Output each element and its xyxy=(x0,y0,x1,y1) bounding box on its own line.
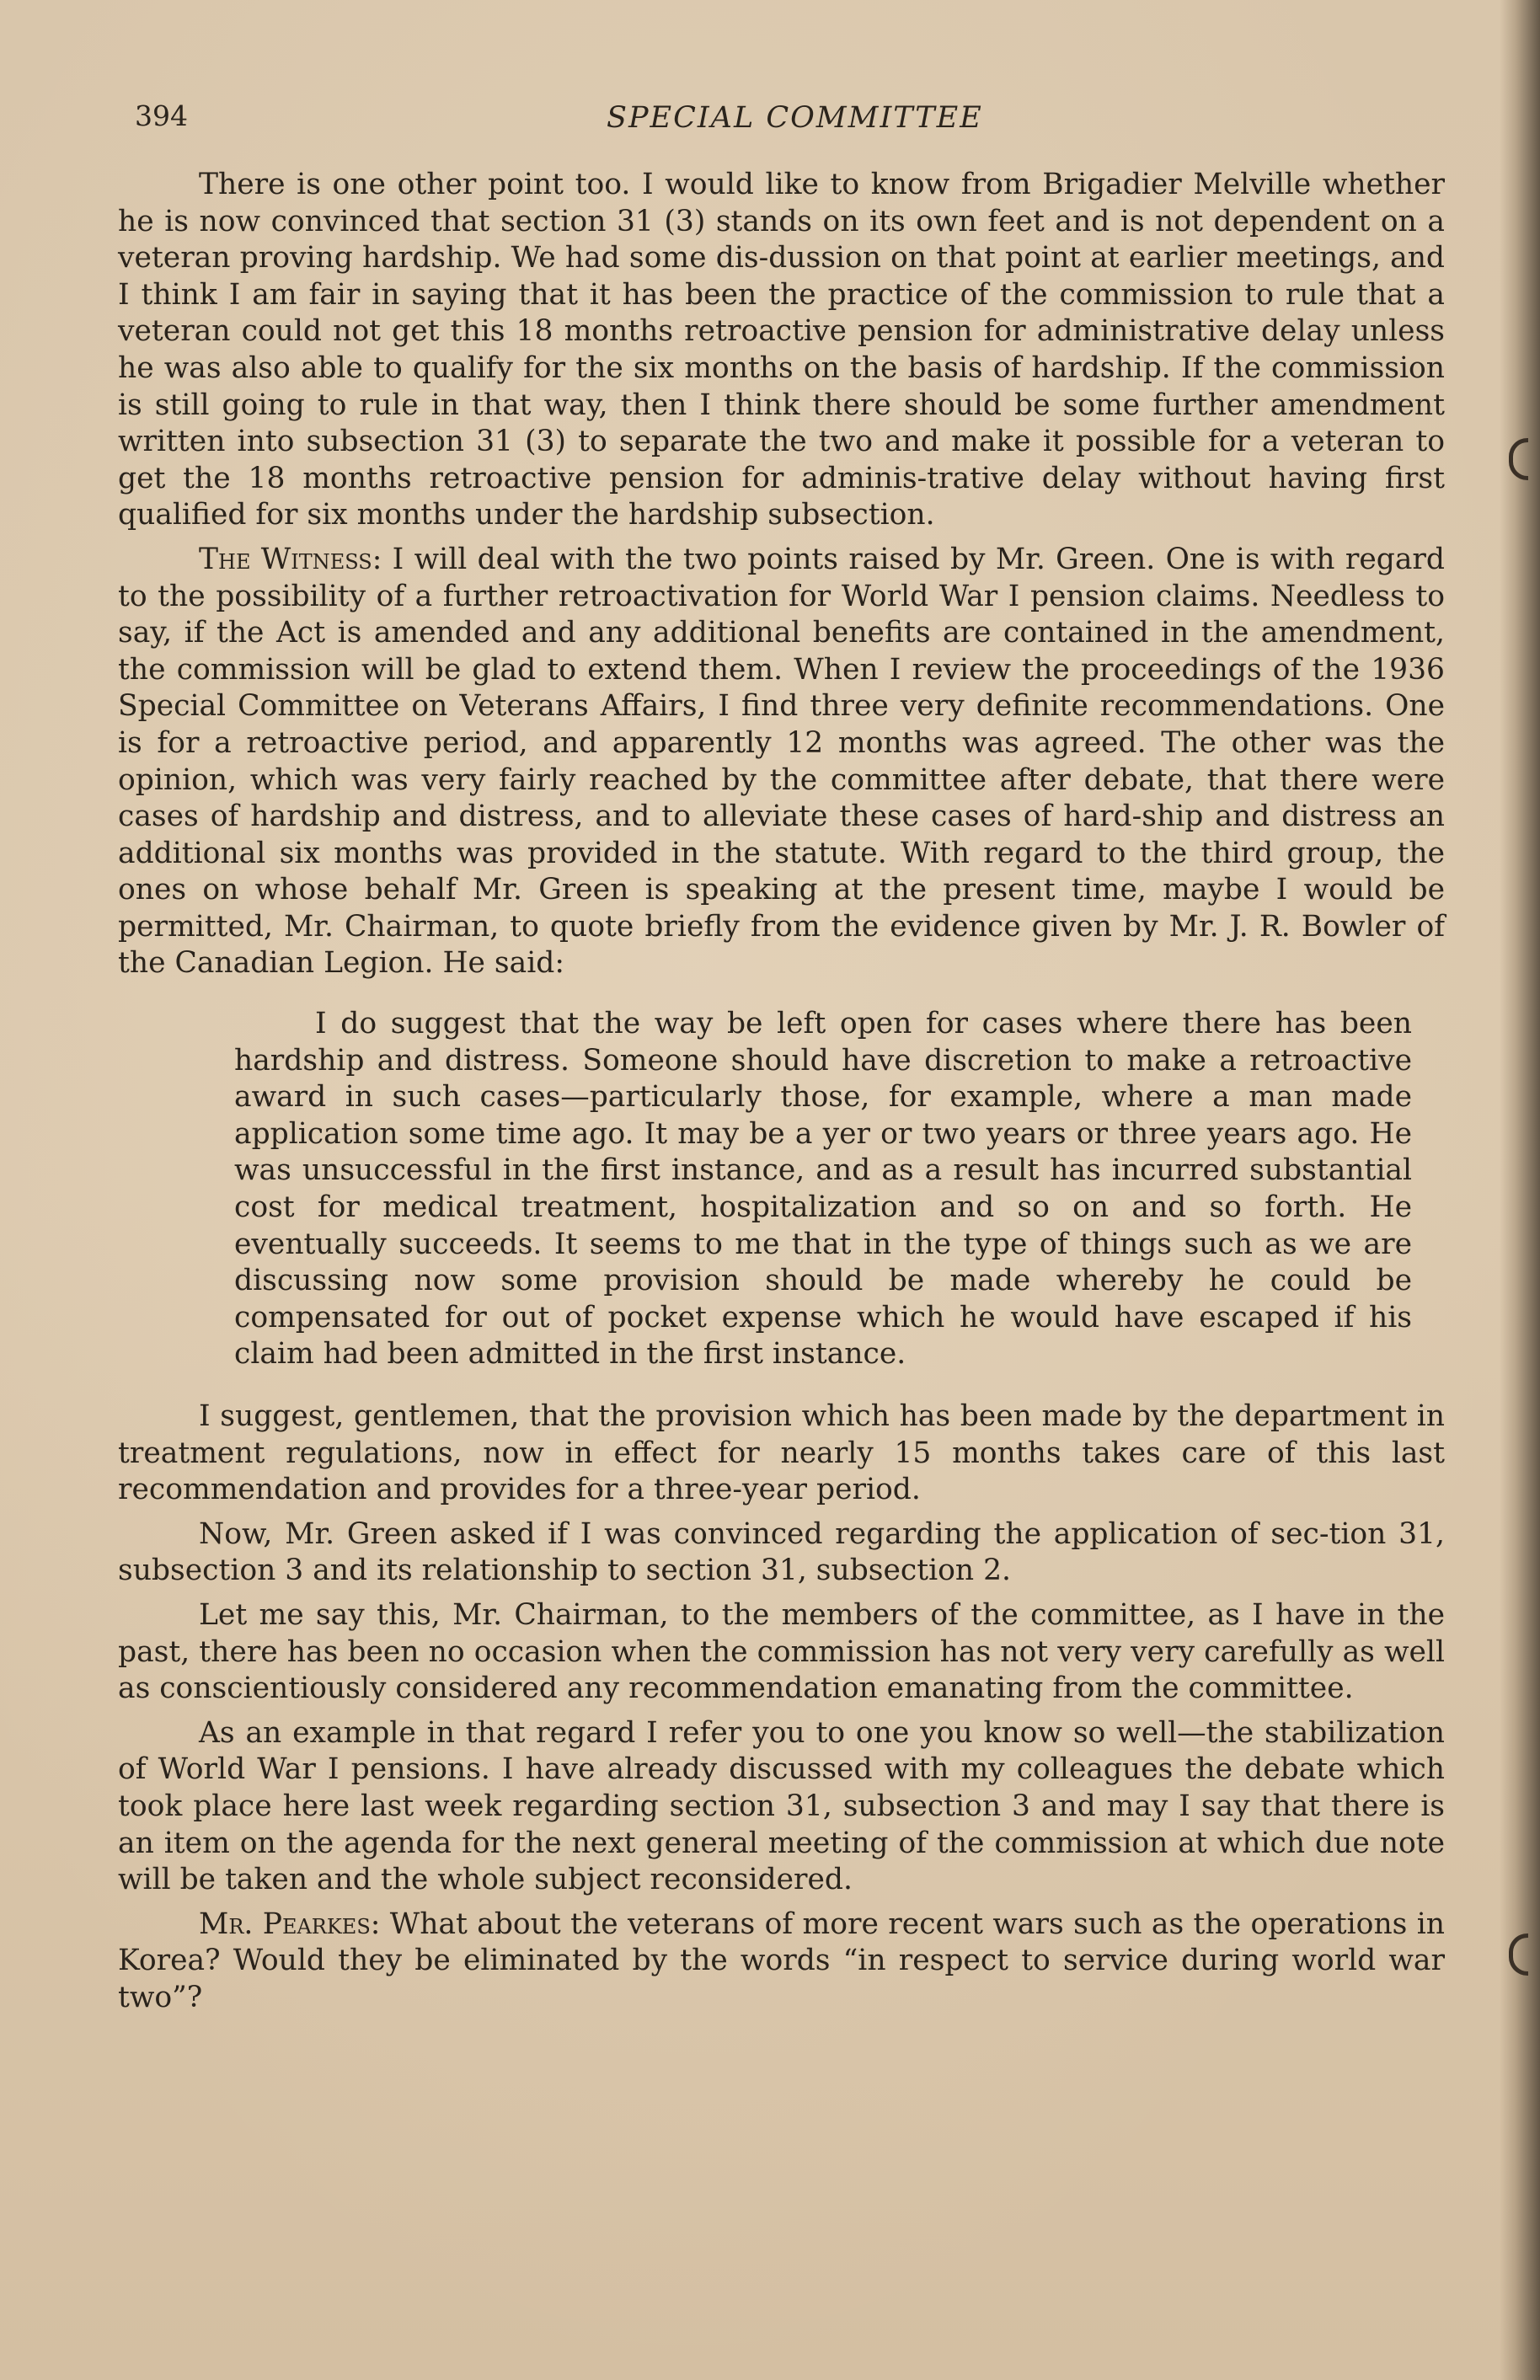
page-body xyxy=(118,167,1445,2024)
paragraph-text: There is one other point too. I would like to know from Brigadier Melville whether he is now convinced that section 31 (3) stands on its own feet and is not dependent on a veteran proving hardship. We had some dis-dussion on that point at earlier meetings, and I think I am fair in saying that it has been the practice of the commission to rule that a veteran could not get this 18 months retroactive pension for administrative delay unless he was also able to qualify for the six months on the basis of hardship. If the commission is still going to rule in that way, then I think there should be some further amendment written into subsection 31 (3) to separate the two and make it possible for a veteran to get the 18 months retroactive pension for adminis-trative delay without having first qualified for six months under the hardship subsection. xyxy=(118,168,1445,532)
paragraph xyxy=(118,1516,1445,1590)
paragraph xyxy=(118,1399,1445,1509)
page-header xyxy=(126,99,1424,150)
running-head-title: SPECIAL COMMITTEE xyxy=(607,101,983,135)
page-number: 394 xyxy=(135,99,188,132)
paragraph xyxy=(118,167,1445,534)
paragraph xyxy=(118,1907,1445,2017)
paragraph-text: I will deal with the two points raised by Mr. Green. One is with regard to the possibility of a further retroactivation for World War I pension claims. Needless to say, if the Act is amended and any additional benefits are contained in the amendment, the commission will be glad to extend them. When I review the proceedings of the 1936 Special Committee on Veterans Affairs, I find three very definite recommendations. One is for a retroactive period, and apparently 12 months was agreed. The other was the opinion, which was very fairly reached by the committee after debate, that there were cases of hardship and distress, and to alleviate these cases of hard-ship and distress an additional six months was provided in the statute. With regard to the third group, the ones on whose behalf Mr. Green is speaking at the present time, maybe I would be permitted, Mr. Chairman, to quote briefly from the evidence given by Mr. J. R. Bowler of the Canadian Legion. He said: xyxy=(118,542,1445,981)
speaker-label: Mr. Pearkes: xyxy=(199,1907,381,1941)
paragraph xyxy=(118,542,1445,982)
paragraph-text: As an example in that regard I refer you to one you know so well—the stabilization of World War I pensions. I have already discussed with my colleagues the debate which took place here last week regarding section 31, subsection 3 and may I say that there is an item on the agenda for the next general meeting of the commission at which due note will be taken and the whole subject reconsidered. xyxy=(118,1715,1445,1897)
binding-edge-shadow xyxy=(1500,0,1540,2380)
paragraph xyxy=(118,1597,1445,1708)
paragraph-text: Let me say this, Mr. Chairman, to the members of the committee, as I have in the past, there has been no occasion when the commission has not very very carefully as well as conscientiously considered any recommendation emanating from the committee. xyxy=(118,1597,1445,1706)
paragraph-text: I suggest, gentlemen, that the provision which has been made by the department in treatment regulations, now in effect for nearly 15 months takes care of this last recommendation and provides for a three-year period. xyxy=(118,1399,1445,1507)
paragraph xyxy=(118,1715,1445,1899)
paragraph-text: Now, Mr. Green asked if I was convinced regarding the application of sec-tion 31, subsection 3 and its relationship to section 31, subsection 2. xyxy=(118,1516,1445,1588)
speaker-label: The Witness: xyxy=(199,542,382,576)
block-quote xyxy=(234,1006,1412,1373)
quote-text: I do suggest that the way be left open for cases where there has been hardship and distress. Someone should have discretion to make a retroactive award in such cases—particularly those, for example, where a man made application some time ago. It may be a yer or two years or three years ago. He was unsuccessful in the first instance, and as a result has incurred substantial cost for medical treatment, hospitalization and so on and so forth. He eventually succeeds. It seems to me that in the type of things such as we are discussing now some provision should be made whereby he could be compensated for out of pocket expense which he would have escaped if his claim had been admitted in the first instance. xyxy=(234,1007,1412,1372)
paragraph-text: What about the veterans of more recent wars such as the operations in Korea? Would they be eliminated by the words “in respect to service during world war two”? xyxy=(118,1907,1445,2014)
